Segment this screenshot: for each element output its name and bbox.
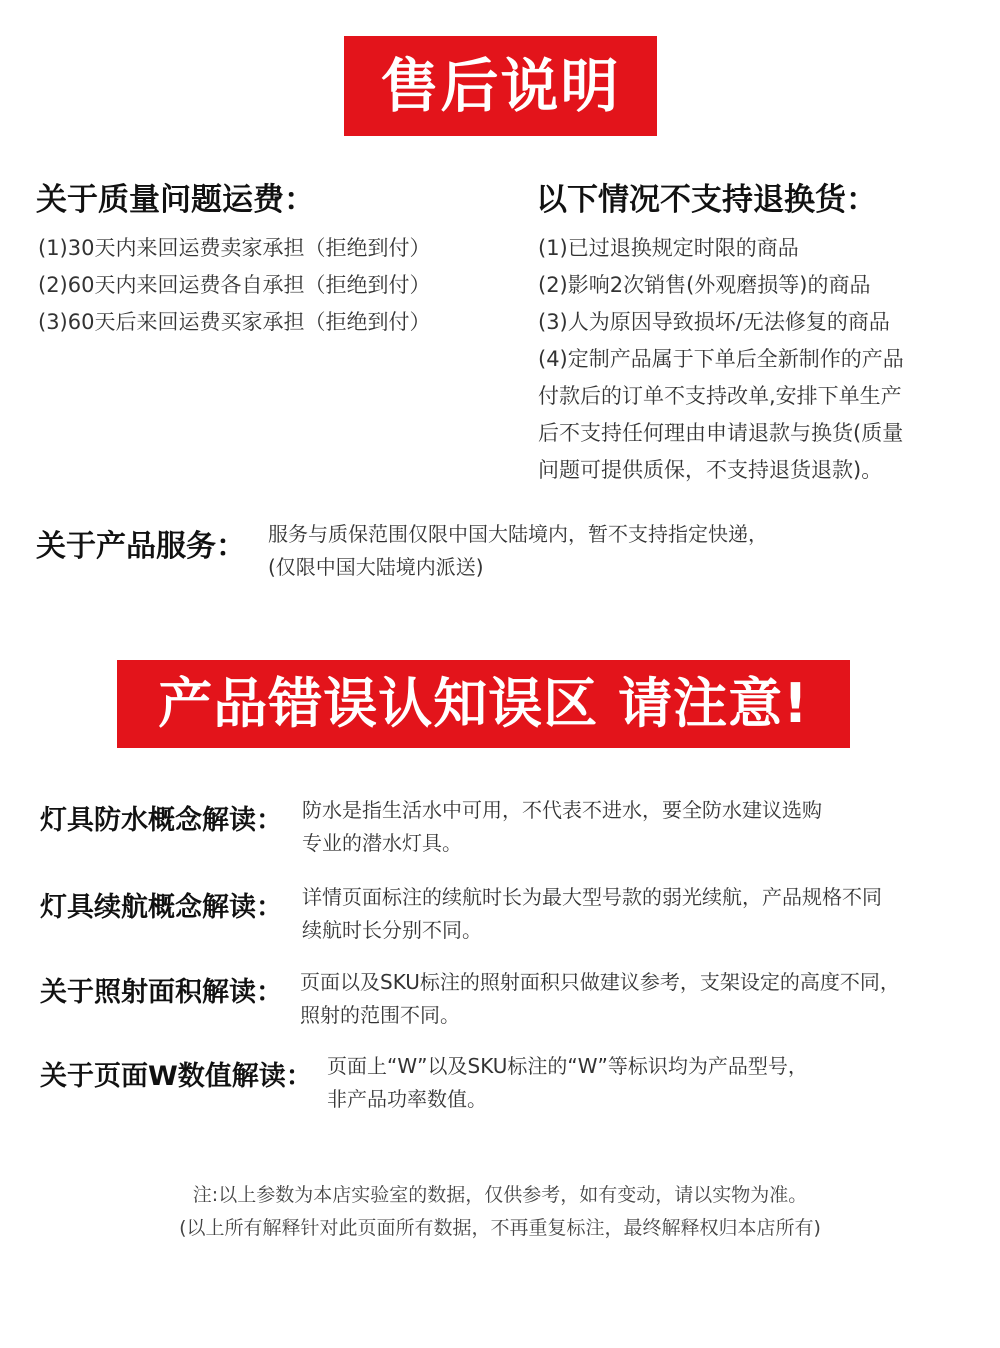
notice-text xyxy=(327,1050,808,1116)
footer-note xyxy=(0,1179,1000,1245)
notice-label: 灯具防水概念解读： xyxy=(40,805,283,836)
list-item: 问题可提供质保，不支持退货退款)。 xyxy=(538,458,883,482)
text-line: 专业的潜水灯具。 xyxy=(302,831,462,855)
no-return-list xyxy=(538,230,904,489)
text-line: 页面以及SKU标注的照射面积只做建议参考，支架设定的高度不同， xyxy=(300,970,900,994)
list-item: (2)60天内来回运费各自承担（拒绝到付） xyxy=(38,273,431,297)
text-line: 照射的范围不同。 xyxy=(300,1003,460,1027)
list-item: (1)已过退换规定时限的商品 xyxy=(538,236,799,260)
text-line: 防水是指生活水中可用，不代表不进水，要全防水建议选购 xyxy=(302,798,822,822)
shipping-fee-list xyxy=(38,230,430,341)
text-line: 续航时长分别不同。 xyxy=(302,918,482,942)
product-service-label: 关于产品服务： xyxy=(36,529,246,564)
list-item: (3)人为原因导致损坏/无法修复的商品 xyxy=(538,310,890,334)
footer-line: (以上所有解释针对此页面所有数据，不再重复标注，最终解释权归本店所有) xyxy=(179,1217,821,1239)
list-item: (2)影响2次销售(外观磨损等)的商品 xyxy=(538,273,871,297)
shipping-fee-heading: 关于质量问题运费： xyxy=(36,182,315,218)
notice-text xyxy=(302,794,822,860)
notice-text xyxy=(300,966,900,1032)
list-item: 付款后的订单不支持改单,安排下单生产 xyxy=(538,384,902,408)
misconception-banner: 产品错误认知误区 请注意! xyxy=(117,660,850,748)
text-line: 详情页面标注的续航时长为最大型号款的弱光续航，产品规格不同 xyxy=(302,885,882,909)
list-item: 后不支持任何理由申请退款与换货(质量 xyxy=(538,421,904,445)
notice-label: 关于页面W数值解读： xyxy=(40,1061,313,1092)
no-return-heading: 以下情况不支持退换货： xyxy=(536,182,877,218)
after-sales-banner: 售后说明 xyxy=(344,36,657,136)
list-item: (4)定制产品属于下单后全新制作的产品 xyxy=(538,347,904,371)
list-item: (3)60天后来回运费买家承担（拒绝到付） xyxy=(38,310,431,334)
text-line: 非产品功率数值。 xyxy=(327,1087,487,1111)
list-item: (1)30天内来回运费卖家承担（拒绝到付） xyxy=(38,236,431,260)
notice-text xyxy=(302,881,882,947)
footer-line: 注:以上参数为本店实验室的数据，仅供参考，如有变动，请以实物为准。 xyxy=(192,1184,808,1206)
text-line: (仅限中国大陆境内派送) xyxy=(268,555,484,579)
notice-label: 关于照射面积解读： xyxy=(40,977,283,1008)
notice-label: 灯具续航概念解读： xyxy=(40,892,283,923)
text-line: 服务与质保范围仅限中国大陆境内，暂不支持指定快递， xyxy=(268,522,768,546)
text-line: 页面上“W”以及SKU标注的“W”等标识均为产品型号， xyxy=(327,1054,808,1078)
product-service-text xyxy=(268,518,768,584)
